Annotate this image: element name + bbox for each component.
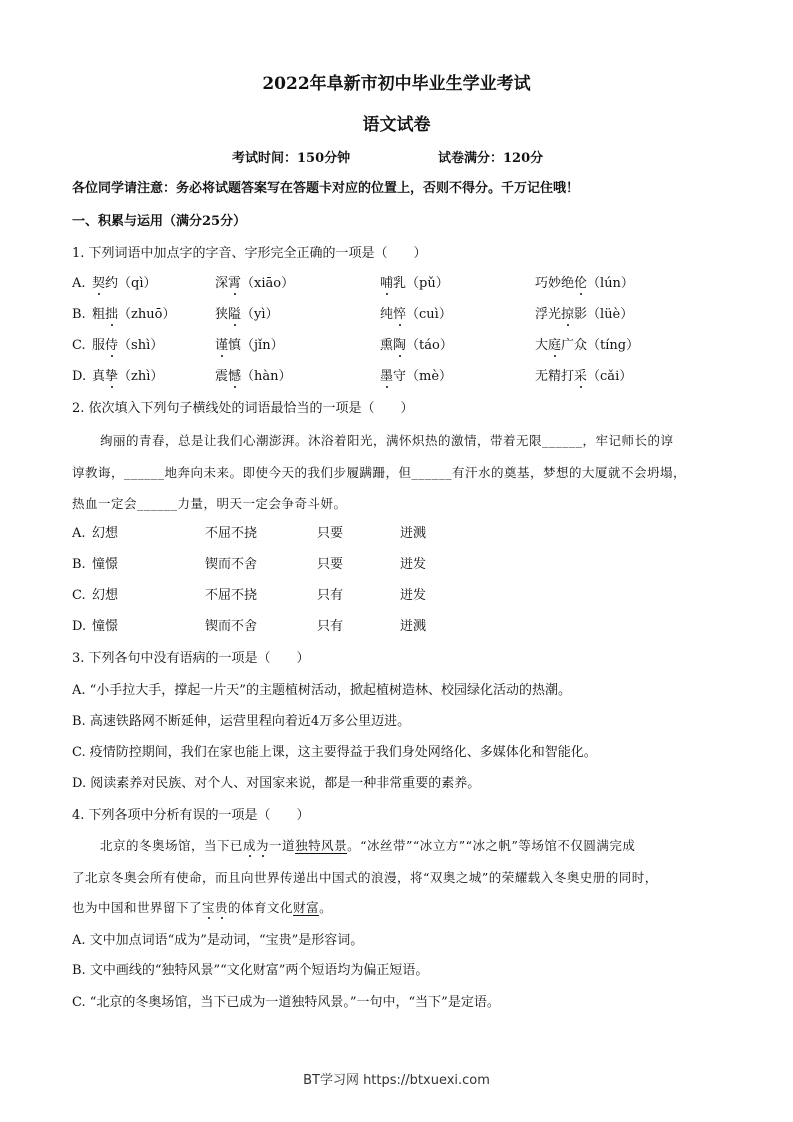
question-4-stem: 4. 下列各项中分析有误的一项是（ ）	[72, 808, 310, 823]
dotted-char: 谨	[215, 338, 229, 353]
option-word: 憧憬	[92, 557, 119, 572]
exam-title: 2022年阜新市初中毕业生学业考试	[262, 74, 531, 94]
dotted-char: 掠	[561, 307, 575, 322]
question-3-stem: 3. 下列各句中没有语病的一项是（ ）	[72, 651, 310, 666]
word-item	[535, 275, 634, 293]
question-4-option-b: B. 文中画线的“独特风景”“文化财富”两个短语均为偏正短语。	[72, 963, 429, 978]
text: 。	[319, 900, 333, 915]
footer-watermark: BT学习网 https://btxuexi.com	[303, 1073, 490, 1088]
text: 无精打	[535, 369, 575, 384]
option-word: 只要	[317, 526, 344, 541]
text: 狭	[215, 307, 229, 322]
dotted-char: 憾	[228, 369, 242, 384]
option-word: 憧憬	[92, 619, 119, 634]
dotted-char: 霄	[228, 276, 242, 291]
word-item	[92, 306, 175, 324]
option-word: 不屈不挠	[205, 588, 258, 603]
word-item	[380, 368, 452, 386]
option-word: 迸溅	[400, 619, 427, 634]
option-label: D.	[72, 619, 87, 634]
word-item	[380, 306, 452, 324]
option-word: 只有	[317, 619, 344, 634]
option-label: B.	[72, 307, 86, 322]
question-3-option-d: D. 阅读素养对民族、对个人、对国家来说，都是一种非常重要的素养。	[72, 776, 481, 791]
dotted-char: 契	[92, 276, 106, 291]
text: 影（lüè）	[574, 307, 634, 322]
option-label: C.	[72, 338, 86, 353]
text: 熏	[380, 338, 394, 353]
word-item	[535, 368, 632, 386]
text: 约（qì）	[105, 276, 157, 291]
text: 震	[215, 369, 229, 384]
question-4-passage	[100, 837, 635, 855]
notice: 各位同学请注意：务必将试题答案写在答题卡对应的位置上，否则不得分。千万记住哦！	[72, 181, 580, 196]
question-4-passage: 了北京冬奥会所有使命，而且向世界传递出中国式的浪漫，将“双奥之城”的荣耀载入冬奥史册的同时，	[72, 870, 658, 885]
text: 浮光	[535, 307, 562, 322]
text: 也为中国和世界留下了	[72, 900, 203, 915]
underlined-phrase: 独特风景	[295, 838, 348, 853]
word-item	[92, 337, 163, 355]
option-label: B.	[72, 557, 86, 572]
text: （yì）	[241, 307, 279, 322]
option-label: A.	[72, 276, 86, 291]
question-2-passage: 绚丽的青春，总是让我们心潮澎湃。沐浴着阳光，满怀炽热的激情，带着无限______，牢记师长的谆	[100, 433, 674, 448]
text: 粗	[92, 307, 106, 322]
option-label: D.	[72, 369, 87, 384]
word-item	[92, 275, 157, 293]
word-item	[380, 337, 453, 355]
word-item	[535, 337, 639, 355]
dotted-char: 哺	[380, 276, 394, 291]
word-item	[92, 368, 163, 386]
dotted-char: 贵	[215, 900, 229, 915]
text: 真	[92, 369, 106, 384]
underlined-phrase: 财富	[293, 900, 320, 915]
dotted-char: 宝	[202, 900, 216, 915]
text: 乳（pǔ）	[393, 276, 449, 291]
exam-time: 考试时间：150分钟	[232, 151, 351, 166]
text: （zhì）	[118, 369, 164, 384]
dotted-char: 伦	[574, 276, 588, 291]
text: 一道	[269, 838, 296, 853]
text: （lún）	[587, 276, 634, 291]
question-4-option-a: A. 文中加点词语“成为”是动词，“宝贵”是形容词。	[72, 933, 364, 948]
word-item	[535, 306, 633, 324]
text: （zhuō）	[118, 307, 176, 322]
full-score: 试卷满分：120分	[438, 151, 544, 166]
text: 大	[535, 338, 549, 353]
dotted-char: 陶	[393, 338, 407, 353]
text: 巧妙绝	[535, 276, 575, 291]
text: 慎（jǐn）	[228, 338, 284, 353]
question-3-option-c: C. 疫情防控期间，我们在家也能上课，这主要得益于我们身处网络化、多媒体化和智能化。	[72, 745, 597, 760]
dotted-char: 悴	[393, 307, 407, 322]
text: （cǎi）	[587, 369, 633, 384]
option-word: 迸溅	[400, 526, 427, 541]
option-word: 迸发	[400, 588, 427, 603]
section-heading: 一、积累与运用（满分25分）	[72, 214, 247, 229]
option-word: 只要	[317, 557, 344, 572]
word-item	[215, 337, 284, 355]
word-item	[215, 275, 294, 293]
word-item	[215, 368, 292, 386]
dotted-char: 隘	[228, 307, 242, 322]
text: （xiāo）	[241, 276, 295, 291]
text: 服	[92, 338, 106, 353]
option-word: 只有	[317, 588, 344, 603]
dotted-char: 成	[243, 838, 257, 853]
text: （hàn）	[241, 369, 292, 384]
dotted-char: 采	[574, 369, 588, 384]
option-word: 幻想	[92, 526, 119, 541]
option-label: A.	[72, 526, 86, 541]
exam-subtitle: 语文试卷	[362, 115, 431, 135]
dotted-char: 挚	[105, 369, 119, 384]
text: （táo）	[406, 338, 453, 353]
dotted-char: 侍	[105, 338, 119, 353]
dotted-char: 为	[256, 838, 270, 853]
text: 守（mè）	[393, 369, 453, 384]
text: 北京的冬奥场馆，当下已	[100, 838, 244, 853]
dotted-char: 拙	[105, 307, 119, 322]
dotted-char: 庭	[548, 338, 562, 353]
option-word: 锲而不舍	[205, 557, 258, 572]
text: 的体育文化	[228, 900, 294, 915]
option-word: 幻想	[92, 588, 119, 603]
option-word: 不屈不挠	[205, 526, 258, 541]
dotted-char: 墨	[380, 369, 394, 384]
text: （shì）	[118, 338, 164, 353]
word-item	[380, 275, 449, 293]
option-word: 迸发	[400, 557, 427, 572]
question-3-option-a: A. “小手拉大手，撑起一片天”的主题植树活动，掀起植树造林、校园绿化活动的热潮。	[72, 683, 571, 698]
question-4-option-c: C. “北京的冬奥场馆，当下已成为一道独特风景。”一句中，“当下”是定语。	[72, 995, 500, 1010]
question-2-passage: 谆教诲，______地奔向未来。即使今天的我们步履蹒跚，但______有汗水的奠基，梦想的大厦就不会坍塌，	[72, 465, 687, 480]
text: 纯	[380, 307, 394, 322]
text: （cuì）	[406, 307, 452, 322]
question-2-passage: 热血一定会______力量，明天一定会争奇斗妍。	[72, 496, 347, 511]
question-1-stem: 1. 下列词语中加点字的字音、字形完全正确的一项是（ ）	[72, 246, 427, 261]
text: 。“冰丝带”“冰立方”“冰之帆”等场馆不仅圆满完成	[347, 838, 636, 853]
word-item	[215, 306, 279, 324]
option-label: C.	[72, 588, 86, 603]
option-word: 锲而不舍	[205, 619, 258, 634]
question-2-stem: 2. 依次填入下列句子横线处的词语最恰当的一项是（ ）	[72, 401, 414, 416]
text: 广众（tíng）	[561, 338, 640, 353]
question-4-passage	[72, 899, 332, 917]
question-3-option-b: B. 高速铁路网不断延伸，运营里程向着近4万多公里迈进。	[72, 714, 411, 729]
text: 深	[215, 276, 229, 291]
